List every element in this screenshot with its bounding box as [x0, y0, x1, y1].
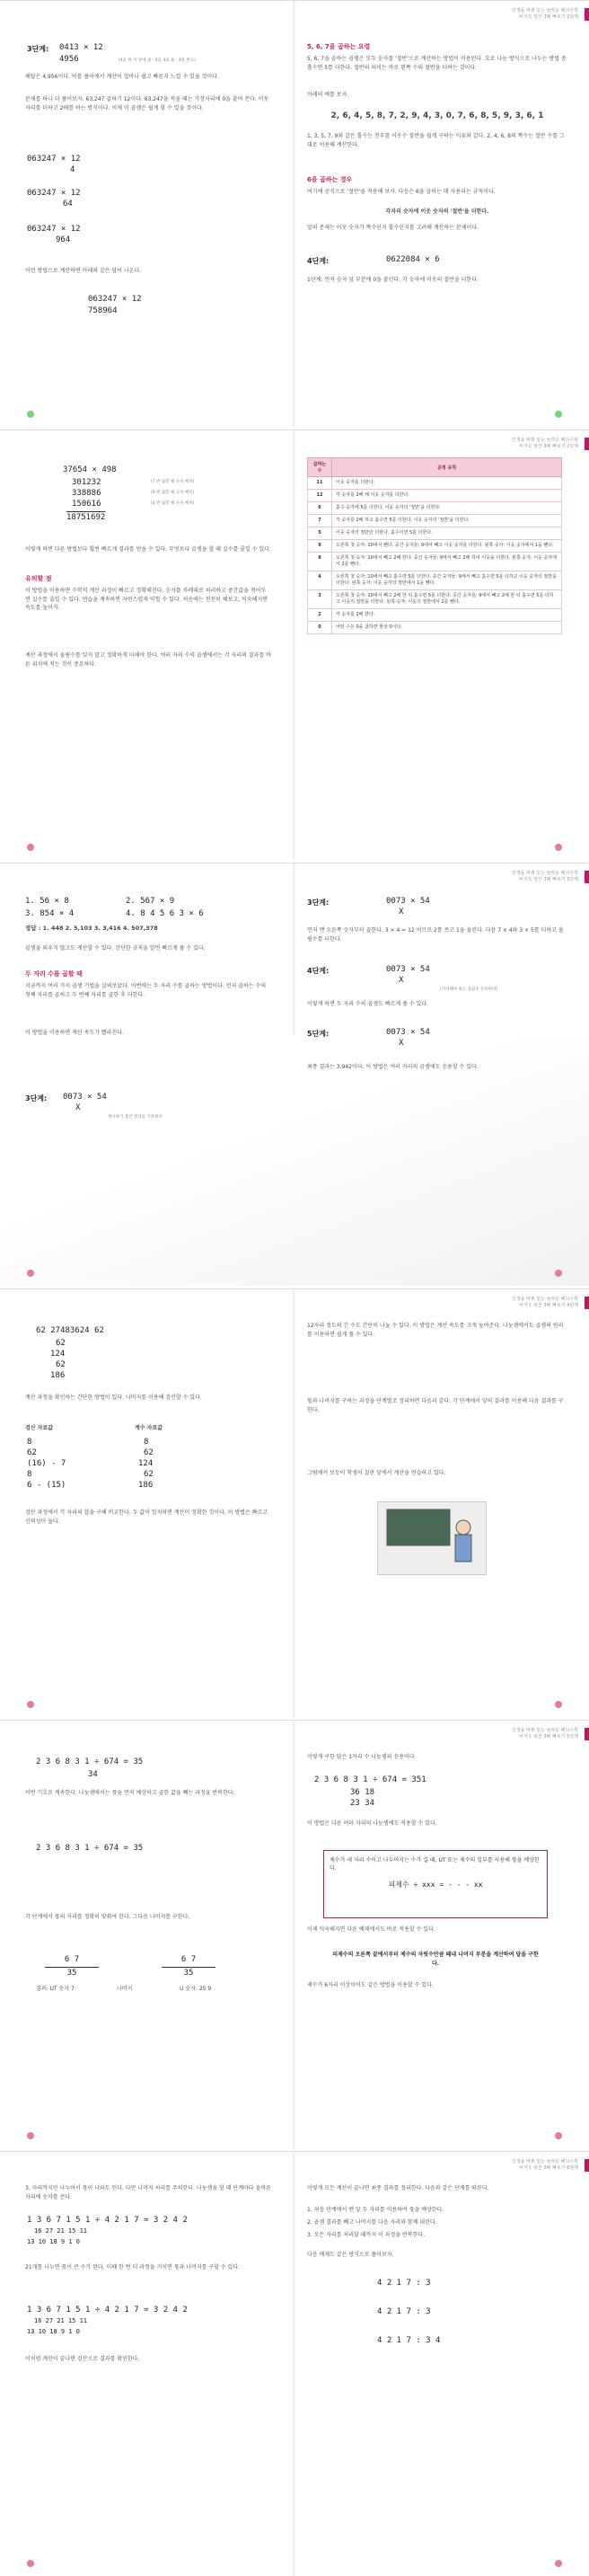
page-right	[296, 1721, 589, 2148]
table-row	[308, 490, 562, 502]
division-example: 2 3 6 8 3 1 ÷ 674 = 35	[36, 1757, 144, 1766]
page-number	[23, 2132, 38, 2139]
paragraph: 몫과 나머지를 구하는 과정을 단계별로 정리하면 다음과 같다. 각 단계에서 앞의 결과를 이용해 다음 결과를 구한다.	[307, 1398, 564, 1413]
running-header: 인생을 바꿔 놓는 놀라운 베다수학 비가오 암산 3배 빠르기 4단계	[399, 1297, 578, 1309]
paragraph: 이제 익숙해지면 다른 예제에서도 바로 적용할 수 있다.	[307, 1926, 435, 1933]
check-value: 8	[27, 1438, 32, 1447]
work-step: 063247 × 12	[27, 155, 81, 164]
division-example: 1 3 6 7 1 5 1 ÷ 4 2 1 7 = 3 2 4 2	[27, 2306, 188, 2315]
rule-cell: 오른쪽 첫 숫자: 10에서 빼고 2배 한다. 중간 숫자들: 9에서 빼고 2배 하여 이웃을 더한다. 왼쪽 숫자: 이웃 숫자에서 2를 뺀다.	[332, 553, 562, 571]
division-sub: 34	[88, 1770, 98, 1779]
work-note: (9 번 곱할 때 숫자 배치)	[151, 491, 195, 495]
work-step-result: 64	[63, 199, 73, 208]
chalkboard-icon	[378, 1502, 486, 1574]
example-problem: 0622084 × 6	[386, 255, 440, 264]
page-left	[0, 430, 293, 860]
running-header: 인생을 바꿔 놓는 놀라운 베다수학 비가오 암산 3배 빠르기 2단계	[399, 8, 578, 21]
division-row: 16 27 21 15 11	[34, 2227, 88, 2235]
result-label: U 숫자: 25 9	[180, 1986, 212, 1992]
paragraph: 이 방법을 이용하면 계산 속도가 빨라진다.	[25, 1030, 124, 1036]
example-problem: 0073 × 54	[386, 1028, 430, 1037]
spread-6	[0, 2151, 589, 2576]
page-number	[551, 2560, 566, 2567]
paragraph: 이 방법을 이용하면 수학적 계산 과정이 빠르고 정확해진다. 숫자를 차례대로 처리하고 중간값을 적어두면 실수를 줄일 수 있다. 연습을 계속하면 자연스럽게 익힐 수 있다. 처음에는 천천히 해보고, 익숙해지면 속도를 높이자.	[25, 588, 268, 611]
practice-problem: 1. 56 × 8	[25, 897, 69, 906]
page-marker-icon	[555, 2560, 562, 2567]
page-number	[551, 1270, 566, 1277]
page-number	[551, 844, 566, 851]
page-marker-icon	[555, 2132, 562, 2139]
page-right	[296, 1, 589, 427]
quote: 피제수의 오른쪽 끝에서부터 제수의 자릿수만큼 떼내 나머지 부분을 계산하여 답을 구한다.	[332, 1952, 539, 1967]
page-marker-icon	[27, 1270, 34, 1277]
division-row: 16 27 21 15 11	[34, 2317, 88, 2324]
long-multiplication-problem: 37654 × 498	[63, 465, 117, 474]
multiplier-cell: 6	[308, 502, 332, 515]
running-header: 인생을 바꿔 놓는 놀라운 베다수학 비가오 암산 3배 빠르기 5단계	[399, 1728, 578, 1740]
result-label: 결과: UT 숫자 7	[36, 1986, 75, 1992]
example-answer: 4956	[59, 55, 79, 64]
paragraph: 이렇게 구한 답은 1자리 수 나눗셈의 응용이다.	[307, 1754, 417, 1760]
check-value: (16) - 7	[27, 1459, 66, 1468]
division-row: 62	[56, 1360, 66, 1369]
page-right	[296, 430, 589, 860]
spread-1	[0, 0, 589, 427]
page-marker-icon	[27, 844, 34, 851]
example-problem: 0413 × 12	[59, 43, 103, 52]
check-value: 62	[27, 1448, 37, 1457]
paragraph: 지금까지 여러 가지 곱셈 기법을 살펴보았다. 이번에는 두 자리 수를 곱하는 방법이다. 먼저 곱하는 수의 첫째 자리를 곱하고 두 번째 자리를 곱한 후 더한다.	[25, 983, 267, 998]
division-mini: 4 2 1 7 : 3	[377, 2307, 431, 2316]
step-item: 3. 모든 자리를 처리할 때까지 이 과정을 반복한다.	[307, 2232, 426, 2238]
work-row: 150616	[72, 500, 101, 509]
multiplier-cell: 7	[308, 515, 332, 527]
coeff-value: 186	[138, 1481, 154, 1490]
running-header: 인생을 바꿔 놓는 놀라운 베다수학 비가오 암산 3배 빠르기 6단계	[399, 2159, 578, 2172]
page-marker-icon	[27, 2560, 34, 2567]
practice-problem: 2. 567 × 9	[126, 897, 175, 906]
paragraph: 해답은 4,956이다. 이를 풀이에서 계산이 얼마나 쉽고 빠른지 느낄 수 있을 것이다.	[25, 74, 219, 80]
page-number	[23, 844, 38, 851]
multiplier-cell: 11	[308, 477, 332, 490]
example-note: (4를 한 자 앞에 씁 : 4를 4로 씀 : 4단 완료)	[119, 58, 196, 63]
paragraph: 1, 3, 5, 7, 9와 같은 홀수는 전부를 이웃수 절반을 쉽게 구하는 이유와 같다. 2, 4, 6, 8의 짝수는 절반 수를 그대로 이용해 계산한다.	[307, 133, 565, 148]
fraction-denominator: 35	[45, 1967, 99, 1978]
table-row	[308, 515, 562, 527]
page-right	[296, 2152, 589, 2576]
page-marker-icon	[555, 1701, 562, 1708]
page-marker-icon	[555, 411, 562, 418]
page-left	[0, 1289, 293, 1717]
table-header: 곱하는 수	[308, 458, 332, 477]
paragraph: 이렇게 모든 계산이 끝나면 최종 결과를 정리한다. 다음과 같은 단계를 따른다.	[307, 2185, 489, 2191]
paragraph: 제수가 6자리 이상이어도 같은 방법을 이용할 수 있다.	[307, 1982, 434, 1988]
work-note: (4 번 곱할 때 숫자 배치)	[151, 501, 195, 506]
paragraph: 먼저 맨 오른쪽 숫자부터 곱한다. 3 × 4 = 12 이므로 2를 쓰고 1을 올린다. 다음 7 × 4와 3 × 5를 더하고 올림수를 더한다.	[307, 927, 564, 943]
work-step-result: 4	[70, 165, 75, 174]
division-row: 13 10 18 9 1 0	[27, 2328, 81, 2335]
work-note: (7 번 곱할 때 숫자 배치)	[151, 480, 195, 484]
multiplier-cell: 12	[308, 490, 332, 502]
division-row: 124	[50, 1350, 66, 1359]
example-x-mark: X	[75, 1103, 81, 1112]
tip-text: 제수가 세 자리 수이고 나누어지는 수가 길 때, UT 또는 제수의 일부를 사용해 몫을 예상한다.	[330, 1857, 540, 1872]
example-problem: 0073 × 54	[386, 965, 430, 974]
teacher-illustration	[377, 1501, 487, 1575]
paragraph: 다음 예제도 같은 방식으로 풀어보자.	[307, 2252, 394, 2258]
spread-5	[0, 1720, 589, 2148]
page-marker-icon	[27, 1701, 34, 1708]
multiplier-cell: 2	[308, 609, 332, 622]
page-number	[551, 411, 566, 418]
result-label: 나머지	[117, 1986, 133, 1992]
check-value: 8	[27, 1470, 32, 1479]
paragraph: 계산 과정에서 올림수를 잊지 말고 정확하게 더해야 한다. 여러 자리 수의 곱셈에서는 각 자리의 결과를 바른 위치에 적는 것이 중요하다.	[25, 652, 271, 668]
rule-cell: 각 숫자를 2배 하고 홀수면 5를 더한다. 이웃 숫자의 '절반'을 더한다.	[332, 515, 562, 527]
spread-2	[0, 429, 589, 860]
paragraph: 이처럼 계산이 끝나면 검산으로 결과를 확인한다.	[25, 2356, 140, 2362]
paragraph: 이렇게 하면 두 자리 수의 곱셈도 빠르게 풀 수 있다.	[307, 1001, 428, 1007]
practice-problem: 3. 854 × 4	[25, 909, 75, 918]
section-heading: 유의할 점	[25, 575, 52, 582]
example-x-mark: X	[399, 976, 404, 985]
example-label: 3단계:	[27, 45, 49, 53]
table-header: 공정 규칙	[332, 458, 562, 477]
work-step-result: 964	[56, 235, 71, 244]
example-x-mark: X	[399, 907, 404, 916]
table-row	[308, 590, 562, 609]
page-left	[0, 863, 293, 1286]
division-row: 186	[50, 1371, 66, 1380]
paragraph: 검산 과정에서 각 자리의 합을 구해 비교한다. 두 값이 일치하면 계산이 정확한 것이다. 이 방법은 빠르고 신뢰성이 높다.	[25, 1509, 268, 1525]
page-marker-icon	[27, 2132, 34, 2139]
paragraph: 12자리 정도의 긴 수도 간단히 나눌 수 있다. 이 방법은 계산 속도를 크게 높여준다. 나눗셈에서도 곱셈의 원리를 이용하면 쉽게 풀 수 있다.	[307, 1323, 564, 1338]
example-x-mark: X	[399, 1039, 404, 1048]
fraction-denominator: 35	[162, 1967, 215, 1978]
table-row	[308, 622, 562, 634]
answer-key: 정답 : 1. 448 2. 5,103 3. 3,416 4. 507,378	[25, 925, 158, 932]
coeff-value: 124	[138, 1459, 154, 1468]
rule-cell: 이웃 숫자의 절반만 더한다. 홀수이면 5를 더한다.	[332, 527, 562, 540]
coeff-value: 62	[144, 1448, 154, 1457]
rule-cell: 홀수 숫자에 5를 더한다. 이웃 숫자의 '절반'을 더한다.	[332, 502, 562, 515]
division-row: 23 34	[350, 1799, 375, 1808]
page-left	[0, 2152, 293, 2576]
page-marker-icon	[555, 1270, 562, 1277]
example-label: 4단계:	[307, 257, 330, 265]
example-problem: 0073 × 54	[63, 1093, 107, 1102]
work-step: 063247 × 12	[27, 189, 81, 198]
example-note: (기억해야 하는 올림수 유의한다)	[440, 987, 498, 992]
rule-cell: 각 숫자를 2배 한다.	[332, 609, 562, 622]
rule-cell: 각 숫자를 2배 해 이웃 숫자를 더한다.	[332, 490, 562, 502]
paragraph: 이렇게 하면 다른 방법보다 훨씬 빠르게 결과를 얻을 수 있다. 무엇보다 곱셈을 할 때 실수를 줄일 수 있다.	[25, 546, 271, 553]
tip-formula: 피제수 ÷ xxx = - - - xx	[388, 1881, 483, 1889]
rule-text: 각자리 숫자에 이웃 숫자의 '절반'을 더한다.	[385, 208, 489, 215]
table-row	[308, 502, 562, 515]
paragraph: 이번 기호로 계속한다. 나눗셈에서는 몫을 먼저 예상하고 곱한 값을 빼는 과정을 반복한다.	[25, 1790, 235, 1796]
page-marker-icon	[555, 844, 562, 851]
table-row	[308, 609, 562, 622]
example-label: 3단계:	[307, 899, 330, 907]
answer-problem: 063247 × 12	[88, 295, 142, 304]
page-number	[23, 2560, 38, 2567]
running-header: 인생을 바꿔 놓는 놀라운 베다수학 비가오 암산 3배 빠르기 3단계	[399, 871, 578, 883]
example-label: 3단계:	[25, 1094, 48, 1102]
paragraph: 이런 방법으로 계산하면 아래와 같은 답이 나온다.	[25, 268, 142, 274]
spread-3	[0, 863, 589, 1286]
section-heading: 두 자리 수를 곱할 때	[25, 970, 83, 978]
division-mini: 4 2 1 7 : 3 4	[377, 2336, 441, 2345]
table-row	[308, 553, 562, 571]
tip-box	[323, 1850, 548, 1918]
practice-problem: 4. 8 4 5 6 3 × 6	[126, 909, 204, 918]
fraction-numerator: 6 7	[64, 1955, 80, 1964]
division-example: 2 3 6 8 3 1 ÷ 674 = 35	[36, 1844, 144, 1853]
step-item: 1. 처음 단계에서 맨 앞 두 자리를 이용하여 몫을 예상한다.	[307, 2207, 444, 2213]
column-header: 검산 자료값	[25, 1425, 54, 1431]
paragraph: 곱셈을 외우지 않고도 계산할 수 있다. 간단한 규칙을 알면 빠르게 풀 수 있다.	[25, 945, 206, 952]
page-number	[23, 411, 38, 418]
fraction-numerator: 6 7	[180, 1955, 197, 1964]
paragraph: 이 방법은 다른 여러 자리의 나눗셈에도 적용할 수 있다.	[307, 1820, 437, 1827]
division-example: 1 3 6 7 1 5 1 ÷ 4 2 1 7 = 3 2 4 2	[27, 2216, 188, 2225]
section-heading: 5, 6, 7을 곱하는 요령	[307, 43, 371, 50]
work-row: 301232	[72, 478, 101, 487]
work-step: 063247 × 12	[27, 225, 81, 234]
paragraph: 문제를 하나 더 풀어보자. 63,247 곱하기 12이다. 63,247을 적을 때는 가장자리에 0을 붙여 쓴다. 이웃 자리를 더하고 2배를 하는 방식이다. 이제 이 곱셈은 쉽게 할 수 있을 것이다.	[25, 96, 269, 111]
table-row	[308, 540, 562, 553]
paragraph: 계산 과정을 확인하는 간단한 방법이 있다. 나머지를 이용해 검산할 수 있다.	[25, 1394, 202, 1401]
section-heading: 6을 곱하는 경우	[307, 176, 353, 183]
page-marker-icon	[27, 411, 34, 418]
running-header: 인생을 바꿔 놓는 놀라운 베다수학 비가오 암산 3배 빠르기 2단계	[399, 438, 578, 450]
division-row: 36 18	[350, 1788, 375, 1797]
paragraph: 5, 6, 7을 곱하는 곱셈은 모두 숫자를 '절반'으로 계산하는 방법이 이용된다. 요로 나눈 방식으로 나누는 방법 중 홀수면 5를 더한다. 절반의 의미는 바로 왼쪽 수의 절반을 더하는 것이다.	[307, 56, 567, 71]
example-note: 계산하기 중간 결과를 기록한다	[108, 1115, 163, 1120]
check-value: 6 - (15)	[27, 1481, 66, 1490]
division-mini: 4 2 1 7 : 3	[377, 2279, 431, 2288]
coeff-value: 8	[144, 1438, 149, 1447]
multiplier-cell: 5	[308, 527, 332, 540]
multiplier-cell: 9	[308, 540, 332, 553]
spread-4	[0, 1288, 589, 1717]
paragraph: 그림에서 보듯이 학생이 칠판 앞에서 계산을 연습하고 있다.	[307, 1470, 446, 1476]
multiplier-cell: 4	[308, 571, 332, 590]
paragraph: 21개를 나누면 몫이 큰 수가 된다. 이때 한 번 더 과정을 거치면 몫과 나머지를 구할 수 있다.	[25, 2264, 241, 2271]
table-row	[308, 527, 562, 540]
paragraph: 앞의 문제는 이웃 숫자가 짝수인지 홀수인지를 고려해 계산하는 문제이다.	[307, 225, 479, 231]
page-left	[0, 1, 293, 427]
page-right	[296, 863, 589, 1286]
page-left	[0, 1721, 293, 2148]
division-problem: 62 27483624 62	[36, 1326, 104, 1335]
rule-cell: 어떤 수든 0을 곱하면 항상 0이다.	[332, 622, 562, 634]
page-number	[551, 2132, 566, 2139]
answer-result: 758964	[88, 306, 118, 315]
multiplication-rules-table	[307, 457, 562, 634]
rule-cell: 오른쪽 첫 숫자: 10에서 뺀다. 중간 숫자들: 9에서 빼고 이웃 숫자를 더한다. 왼쪽 숫자: 이웃 숫자에서 1을 뺀다.	[332, 540, 562, 553]
rule-cell: 이웃 숫자를 더한다.	[332, 477, 562, 490]
example-label: 4단계:	[307, 967, 330, 975]
coeff-value: 62	[144, 1470, 154, 1479]
rule-cell: 오른쪽 첫 숫자: 10에서 빼고 2배 한 뒤 홀수면 5를 더한다. 중간 숫자들: 9에서 빼고 2배 한 뒤 홀수면 5를 더하고 이웃의 절반을 더한다. 왼쪽 숫자: 이웃의 절반에서 2를 뺀다.	[332, 590, 562, 609]
column-header: 계수 자료값	[135, 1425, 163, 1431]
page-number	[23, 1701, 38, 1708]
division-row: 13 10 18 9 1 0	[27, 2238, 81, 2245]
paragraph: 최종 결과는 3,942이다. 이 방법은 여러 자리의 곱셈에도 응용할 수 있다.	[307, 1064, 479, 1070]
work-row: 338886	[72, 489, 101, 498]
multiplier-cell: 3	[308, 590, 332, 609]
table-row	[308, 477, 562, 490]
table-row	[308, 571, 562, 590]
example-problem: 0073 × 54	[386, 897, 430, 906]
paragraph: 아래의 예를 보자.	[307, 92, 349, 98]
paragraph: 여기에 공식으로 '절반'을 적용해 보자. 다음은 6을 곱하는 데 사용되는 규칙이다.	[307, 189, 496, 195]
paragraph: 3. 자리까지만 나누어서 몫이 나와도 된다. 다만 나머지 처리를 주의한다. 나눗셈을 할 때 단계마다 올바른 자리에 숫자를 쓴다.	[25, 2185, 271, 2200]
page-number	[551, 1701, 566, 1708]
paragraph: 1단계: 먼저 숫자 앞 부분에 0을 붙인다. 각 숫자에 이웃의 절반을 더한다.	[307, 277, 479, 283]
page-right	[296, 1289, 589, 1717]
number-sequence: 2, 6, 4, 5, 8, 7, 2, 9, 4, 3, 0, 7, 6, 8, 5, 9, 3, 6, 1	[330, 111, 544, 120]
division-example: 2 3 6 8 3 1 ÷ 674 = 351	[314, 1775, 426, 1784]
multiplier-cell: 0	[308, 622, 332, 634]
rule-cell: 오른쪽 첫 숫자: 10에서 빼고 홀수면 5를 더한다. 중간 숫자들: 9에서 빼고 홀수면 5를 더하고 이웃 숫자의 절반을 더한다. 왼쪽 숫자: 이웃 숫자의 절반에서 1을 뺀다.	[332, 571, 562, 590]
division-row: 62	[56, 1339, 66, 1348]
paragraph: 각 단계에서 몫의 자리를 정확히 맞춰야 한다. 그다음 나머지를 구한다.	[25, 1914, 190, 1920]
example-label: 5단계:	[307, 1030, 330, 1038]
page-number	[23, 1270, 38, 1277]
step-item: 2. 곱셈 결과를 빼고 나머지를 다음 자리와 함께 내린다.	[307, 2219, 437, 2226]
multiplier-cell: 8	[308, 553, 332, 571]
work-total: 18751692	[66, 513, 106, 522]
